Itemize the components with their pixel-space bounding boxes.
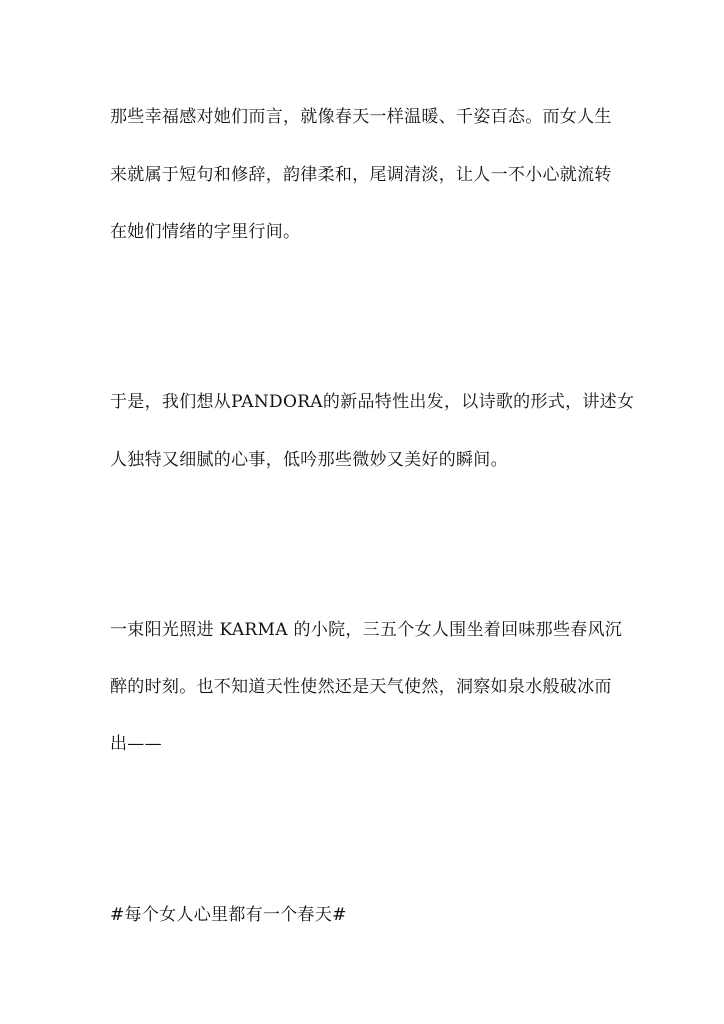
paragraph-line: 出—— xyxy=(110,734,162,754)
paragraph-line: 在她们情绪的字里行间。 xyxy=(110,222,301,242)
paragraph-line: 一束阳光照进 KARMA 的小院，三五个女人围坐着回味那些春风沉 xyxy=(110,620,623,640)
paragraph-line: 那些幸福感对她们而言，就像春天一样温暖、千姿百态。而女人生 xyxy=(110,107,612,127)
paragraph-line: 醉的时刻。也不知道天性使然还是天气使然，洞察如泉水般破冰而 xyxy=(110,677,612,697)
paragraph-line: 人独特又细腻的心事，低吟那些微妙又美好的瞬间。 xyxy=(110,450,508,470)
paragraph-line: 于是，我们想从PANDORA的新品特性出发，以诗歌的形式，讲述女 xyxy=(110,392,635,412)
hashtag-line: #每个女人心里都有一个春天# xyxy=(110,905,347,925)
paragraph-line: 来就属于短句和修辞，韵律柔和，尾调清淡，让人一不小心就流转 xyxy=(110,165,612,185)
